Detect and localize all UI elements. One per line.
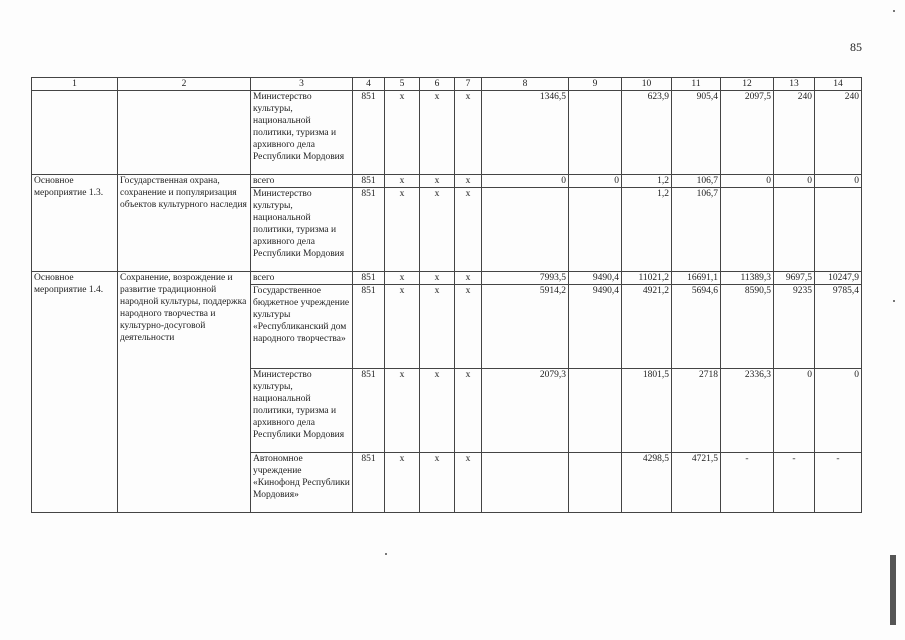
cell: 106,7 <box>672 175 721 188</box>
cell: х <box>420 453 455 513</box>
cell <box>774 188 815 272</box>
cell: 240 <box>815 91 862 175</box>
cell: Министерство культуры, национальной политики, туризма и архивного дела Республики Мордовия <box>251 188 353 272</box>
cell <box>32 91 118 175</box>
cell: 851 <box>353 285 385 369</box>
cell: 9235 <box>774 285 815 369</box>
activity-number: Основное мероприятие 1.4. <box>32 272 118 513</box>
cell: 1346,5 <box>482 91 569 175</box>
cell: х <box>455 369 482 453</box>
cell: 851 <box>353 175 385 188</box>
cell: х <box>385 285 420 369</box>
cell: х <box>455 453 482 513</box>
cell: х <box>420 188 455 272</box>
activity-number: Основное мероприятие 1.3. <box>32 175 118 272</box>
table-row <box>32 272 862 285</box>
cell: 851 <box>353 91 385 175</box>
cell: х <box>385 453 420 513</box>
header-cell: 5 <box>385 78 420 91</box>
header-cell: 10 <box>622 78 672 91</box>
cell: х <box>385 369 420 453</box>
cell: х <box>385 272 420 285</box>
header-cell: 14 <box>815 78 862 91</box>
header-cell: 11 <box>672 78 721 91</box>
cell: х <box>420 285 455 369</box>
header-cell: 6 <box>420 78 455 91</box>
cell <box>569 188 622 272</box>
cell: 10247,9 <box>815 272 862 285</box>
cell: х <box>455 91 482 175</box>
header-cell: 4 <box>353 78 385 91</box>
cell: 1,2 <box>622 188 672 272</box>
cell: 0 <box>721 175 774 188</box>
cell: 9785,4 <box>815 285 862 369</box>
cell: 5694,6 <box>672 285 721 369</box>
cell: х <box>455 175 482 188</box>
header-cell: 12 <box>721 78 774 91</box>
scan-speck <box>893 10 895 12</box>
cell: х <box>455 188 482 272</box>
cell: 9490,4 <box>569 285 622 369</box>
cell: 240 <box>774 91 815 175</box>
cell: 0 <box>774 175 815 188</box>
cell: 2718 <box>672 369 721 453</box>
cell: 851 <box>353 272 385 285</box>
cell: 0 <box>815 369 862 453</box>
cell: всего <box>251 272 353 285</box>
cell: - <box>721 453 774 513</box>
cell: 4298,5 <box>622 453 672 513</box>
cell: 623,9 <box>622 91 672 175</box>
cell: 0 <box>815 175 862 188</box>
header-cell: 13 <box>774 78 815 91</box>
cell: х <box>420 175 455 188</box>
cell: - <box>774 453 815 513</box>
cell: 0 <box>482 175 569 188</box>
cell: 1,2 <box>622 175 672 188</box>
cell: 2336,3 <box>721 369 774 453</box>
cell: Государственное бюджетное учреждение культуры «Республиканский дом народного творчества» <box>251 285 353 369</box>
cell: 4921,2 <box>622 285 672 369</box>
table-row <box>32 175 862 188</box>
cell: 2079,3 <box>482 369 569 453</box>
cell: х <box>420 369 455 453</box>
cell <box>569 369 622 453</box>
cell: х <box>420 272 455 285</box>
cell <box>482 453 569 513</box>
scan-edge-mark <box>890 555 896 625</box>
cell: 905,4 <box>672 91 721 175</box>
activity-title: Государственная охрана, сохранение и популяризация объектов культурного наследия <box>118 175 251 272</box>
cell: х <box>385 91 420 175</box>
cell: 9490,4 <box>569 272 622 285</box>
cell: х <box>385 188 420 272</box>
header-cell: 7 <box>455 78 482 91</box>
cell: х <box>455 272 482 285</box>
header-cell: 9 <box>569 78 622 91</box>
cell: 106,7 <box>672 188 721 272</box>
column-number-row <box>32 78 862 91</box>
cell: Министерство культуры, национальной политики, туризма и архивного дела Республики Мордовия <box>251 91 353 175</box>
page-number: 85 <box>850 40 862 54</box>
cell: - <box>815 453 862 513</box>
cell: 9697,5 <box>774 272 815 285</box>
cell: 0 <box>774 369 815 453</box>
cell: 8590,5 <box>721 285 774 369</box>
header-cell: 8 <box>482 78 569 91</box>
cell: 4721,5 <box>672 453 721 513</box>
scan-speck <box>385 553 387 555</box>
cell: всего <box>251 175 353 188</box>
cell: х <box>420 91 455 175</box>
cell <box>569 91 622 175</box>
cell: 851 <box>353 453 385 513</box>
cell: 16691,1 <box>672 272 721 285</box>
cell: 2097,5 <box>721 91 774 175</box>
cell: 1801,5 <box>622 369 672 453</box>
scan-speck <box>893 300 895 302</box>
header-cell: 2 <box>118 78 251 91</box>
cell: 0 <box>569 175 622 188</box>
cell: 5914,2 <box>482 285 569 369</box>
cell: 851 <box>353 188 385 272</box>
cell: х <box>385 175 420 188</box>
cell: 7993,5 <box>482 272 569 285</box>
budget-table <box>31 77 862 513</box>
cell: Автономное учреждение «Кинофонд Республики Мордовия» <box>251 453 353 513</box>
cell: 11389,3 <box>721 272 774 285</box>
cell <box>482 188 569 272</box>
cell: 11021,2 <box>622 272 672 285</box>
cell: х <box>455 285 482 369</box>
cell: Министерство культуры, национальной политики, туризма и архивного дела Республики Мордовия <box>251 369 353 453</box>
cell <box>118 91 251 175</box>
activity-title: Сохранение, возрождение и развитие традиционной народной культуры, поддержка народного творчества и культурно-досуговой деятельности <box>118 272 251 513</box>
cell <box>569 453 622 513</box>
header-cell: 3 <box>251 78 353 91</box>
cell <box>721 188 774 272</box>
cell: 851 <box>353 369 385 453</box>
cell <box>815 188 862 272</box>
table-row <box>32 91 862 175</box>
header-cell: 1 <box>32 78 118 91</box>
